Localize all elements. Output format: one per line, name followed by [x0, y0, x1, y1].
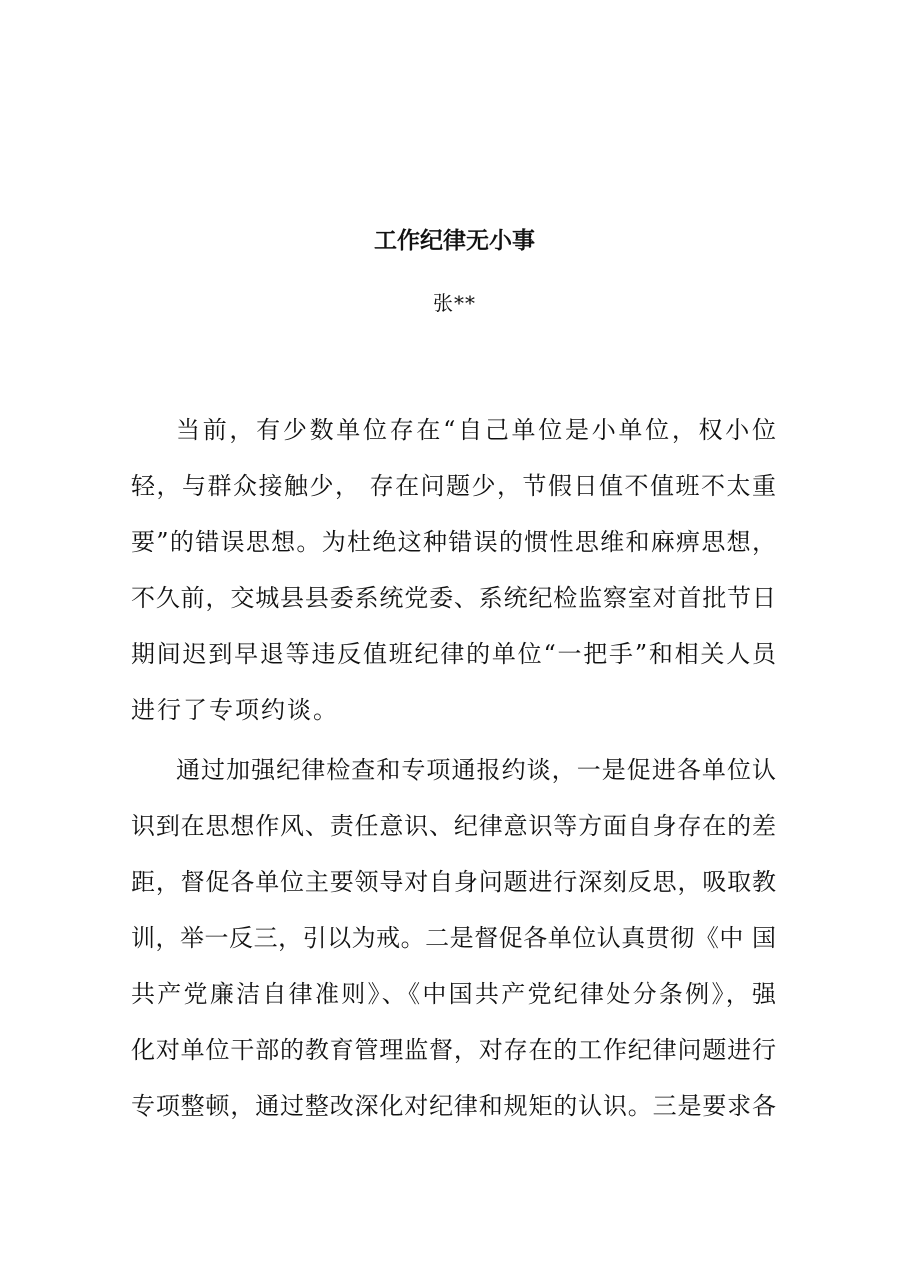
paragraph-line: 通过加强纪律检查和专项通报约谈，一是促进各单位认: [176, 756, 776, 784]
paragraph-line: 训，举一反三，引以为戒。二是督促各单位认真贯彻《中 国: [131, 924, 776, 952]
paragraph-line: 期间迟到早退等违反值班纪律的单位“一把手”和相关人员: [131, 640, 776, 668]
paragraph-line: 识到在思想作风、责任意识、纪律意识等方面自身存在的差: [131, 812, 776, 840]
paragraph-line: 专项整顿，通过整改深化对纪律和规矩的认识。三是要求各: [131, 1092, 776, 1120]
paragraph-line: 轻，与群众接触少， 存在问题少，节假日值不值班不太重: [131, 472, 776, 500]
paragraph-line: 化对单位干部的教育管理监督，对存在的工作纪律问题进行: [131, 1036, 776, 1064]
paragraph-line: 不久前，交城县县委系统党委、系统纪检监察室对首批节日: [131, 584, 776, 612]
document-title: 工作纪律无小事: [374, 227, 535, 254]
paragraph-line: 要”的错误思想。为杜绝这种错误的惯性思维和麻痹思想，: [131, 528, 776, 556]
paragraph-line: 距，督促各单位主要领导对自身问题进行深刻反思，吸取教: [131, 868, 776, 896]
paragraph-line: 进行了专项约谈。: [131, 696, 339, 724]
paragraph-line: 当前，有少数单位存在“自己单位是小单位，权小位: [176, 416, 776, 444]
document-author: 张**: [433, 291, 476, 315]
paragraph-line: 共产党廉洁自律准则》、《中国共产党纪律处分条例》，强: [131, 980, 776, 1008]
